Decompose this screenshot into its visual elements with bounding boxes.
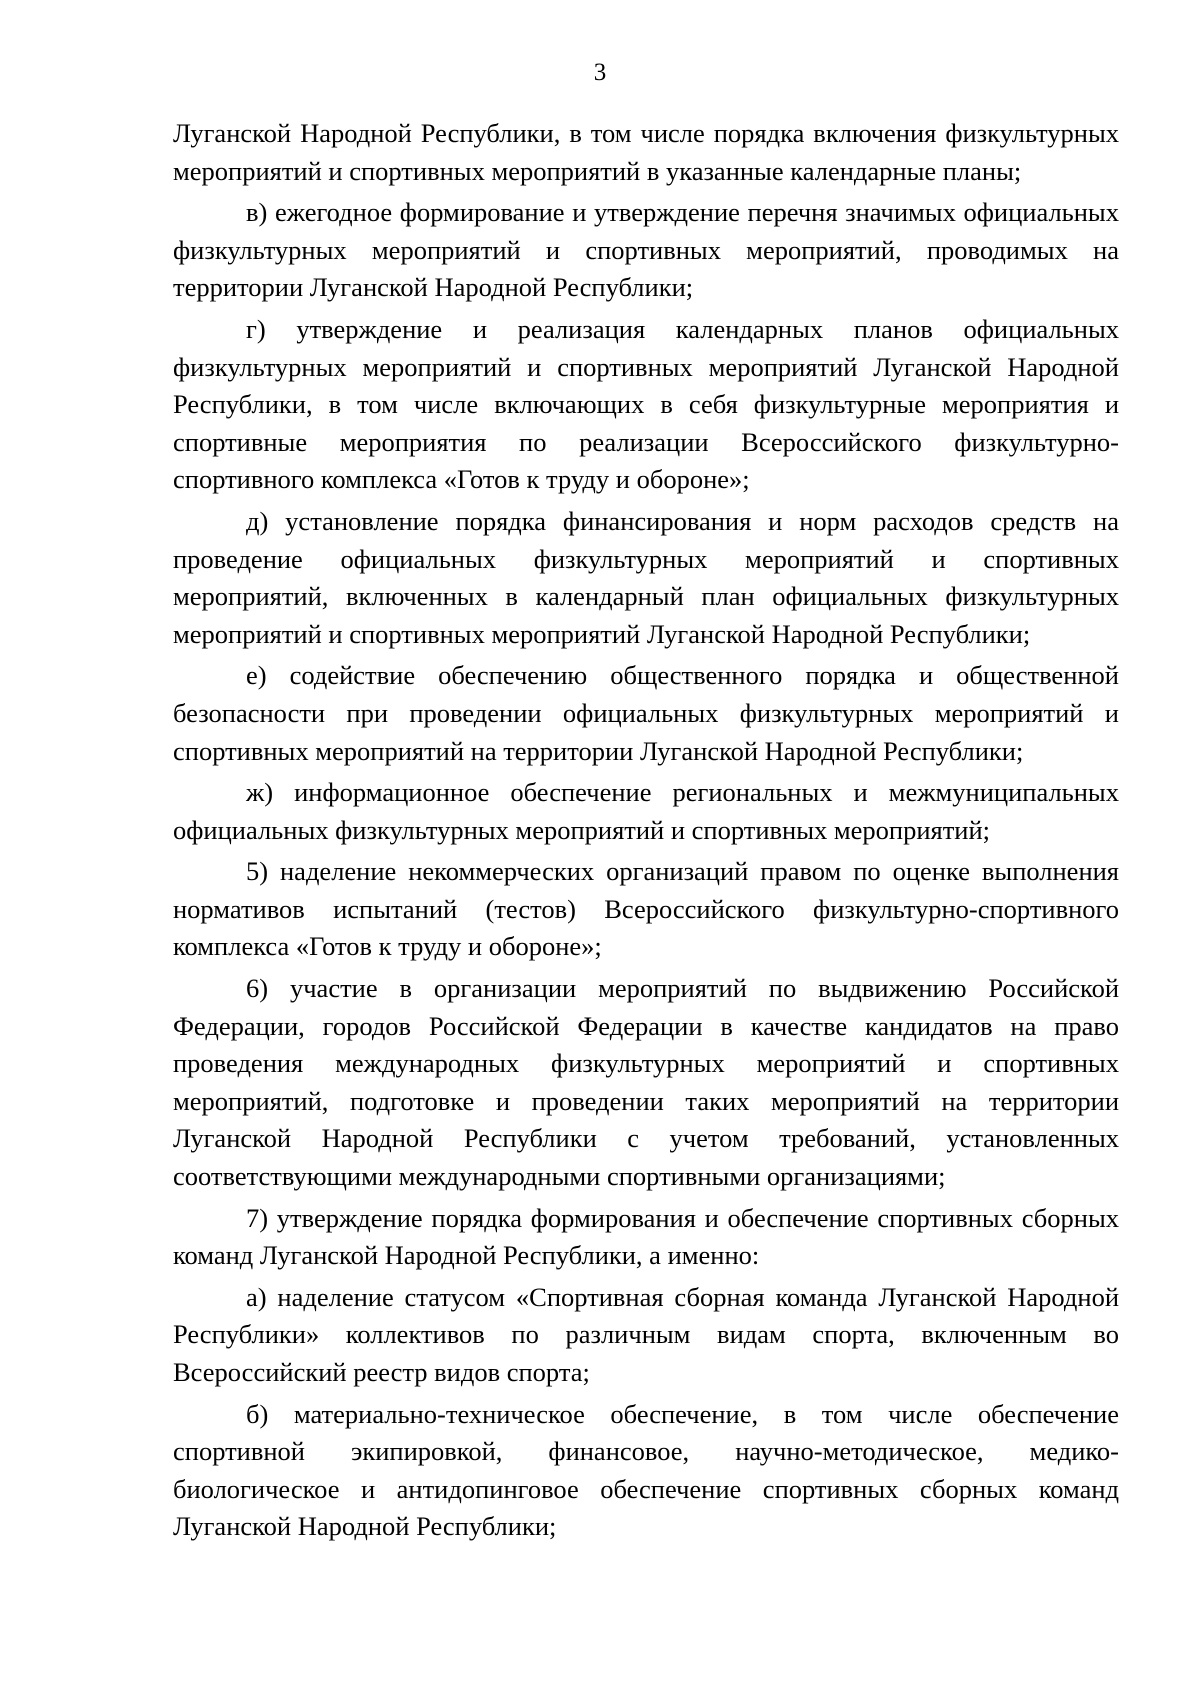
paragraph-item-b: б) материально-техническое обеспечение, в том числе обеспечение спортивной экипировкой, финансовое, научно-методическое, медико-биологическое и антидопинговое обеспечение спортивных сборных команд Луганской Народной Республики; — [173, 1398, 1119, 1542]
document-body — [173, 115, 1119, 1550]
paragraph-item-5: 5) наделение некоммерческих организаций правом по оценке выполнения нормативов испытаний (тестов) Всероссийского физкультурно-спортивного комплекса «Готов к труду и обороне»; — [173, 856, 1119, 962]
paragraph-item-g: г) утверждение и реализация календарных планов официальных физкультурных мероприятий и спортивных мероприятий Луганской Народной Республики, в том числе включающих в себя физкультурные мероприятия и спортивные мероприятия по реализации Всероссийского физкультурно-спортивного комплекса «Готов к труду и обороне»; — [173, 313, 1119, 495]
paragraph-item-d: д) установление порядка финансирования и норм расходов средств на проведение официальных физкультурных мероприятий и спортивных мероприятий, включенных в календарный план официальных физкультурных мероприятий и спортивных мероприятий Луганской Народной Республики; — [173, 505, 1119, 649]
paragraph-item-v: в) ежегодное формирование и утверждение перечня значимых официальных физкультурных мероприятий и спортивных мероприятий, проводимых на территории Луганской Народной Республики; — [173, 197, 1119, 303]
paragraph-item-zh: ж) информационное обеспечение региональных и межмуниципальных официальных физкультурных мероприятий и спортивных мероприятий; — [173, 777, 1119, 845]
page-number: 3 — [593, 59, 607, 86]
paragraph-item-e: е) содействие обеспечению общественного порядка и общественной безопасности при проведении официальных физкультурных мероприятий и спортивных мероприятий на территории Луганской Народной Республики; — [173, 660, 1119, 766]
paragraph-item-6: 6) участие в организации мероприятий по выдвижению Российской Федерации, городов Российской Федерации в качестве кандидатов на право проведения международных физкультурных мероприятий и спортивных мероприятий, подготовке и проведении таких мероприятий на территории Луганской Народной Республики с учетом требований, установленных соответствующими международными спортивными организациями; — [173, 973, 1119, 1192]
paragraph-item-a: а) наделение статусом «Спортивная сборная команда Луганской Народной Республики» коллективов по различным видам спорта, включенным во Всероссийский реестр видов спорта; — [173, 1281, 1119, 1387]
paragraph-item-7: 7) утверждение порядка формирования и обеспечение спортивных сборных команд Луганской Народной Республики, а именно: — [173, 1202, 1119, 1271]
paragraph-continuation: Луганской Народной Республики, в том числе порядка включения физкультурных мероприятий и спортивных мероприятий в указанные календарные планы; — [173, 118, 1119, 186]
